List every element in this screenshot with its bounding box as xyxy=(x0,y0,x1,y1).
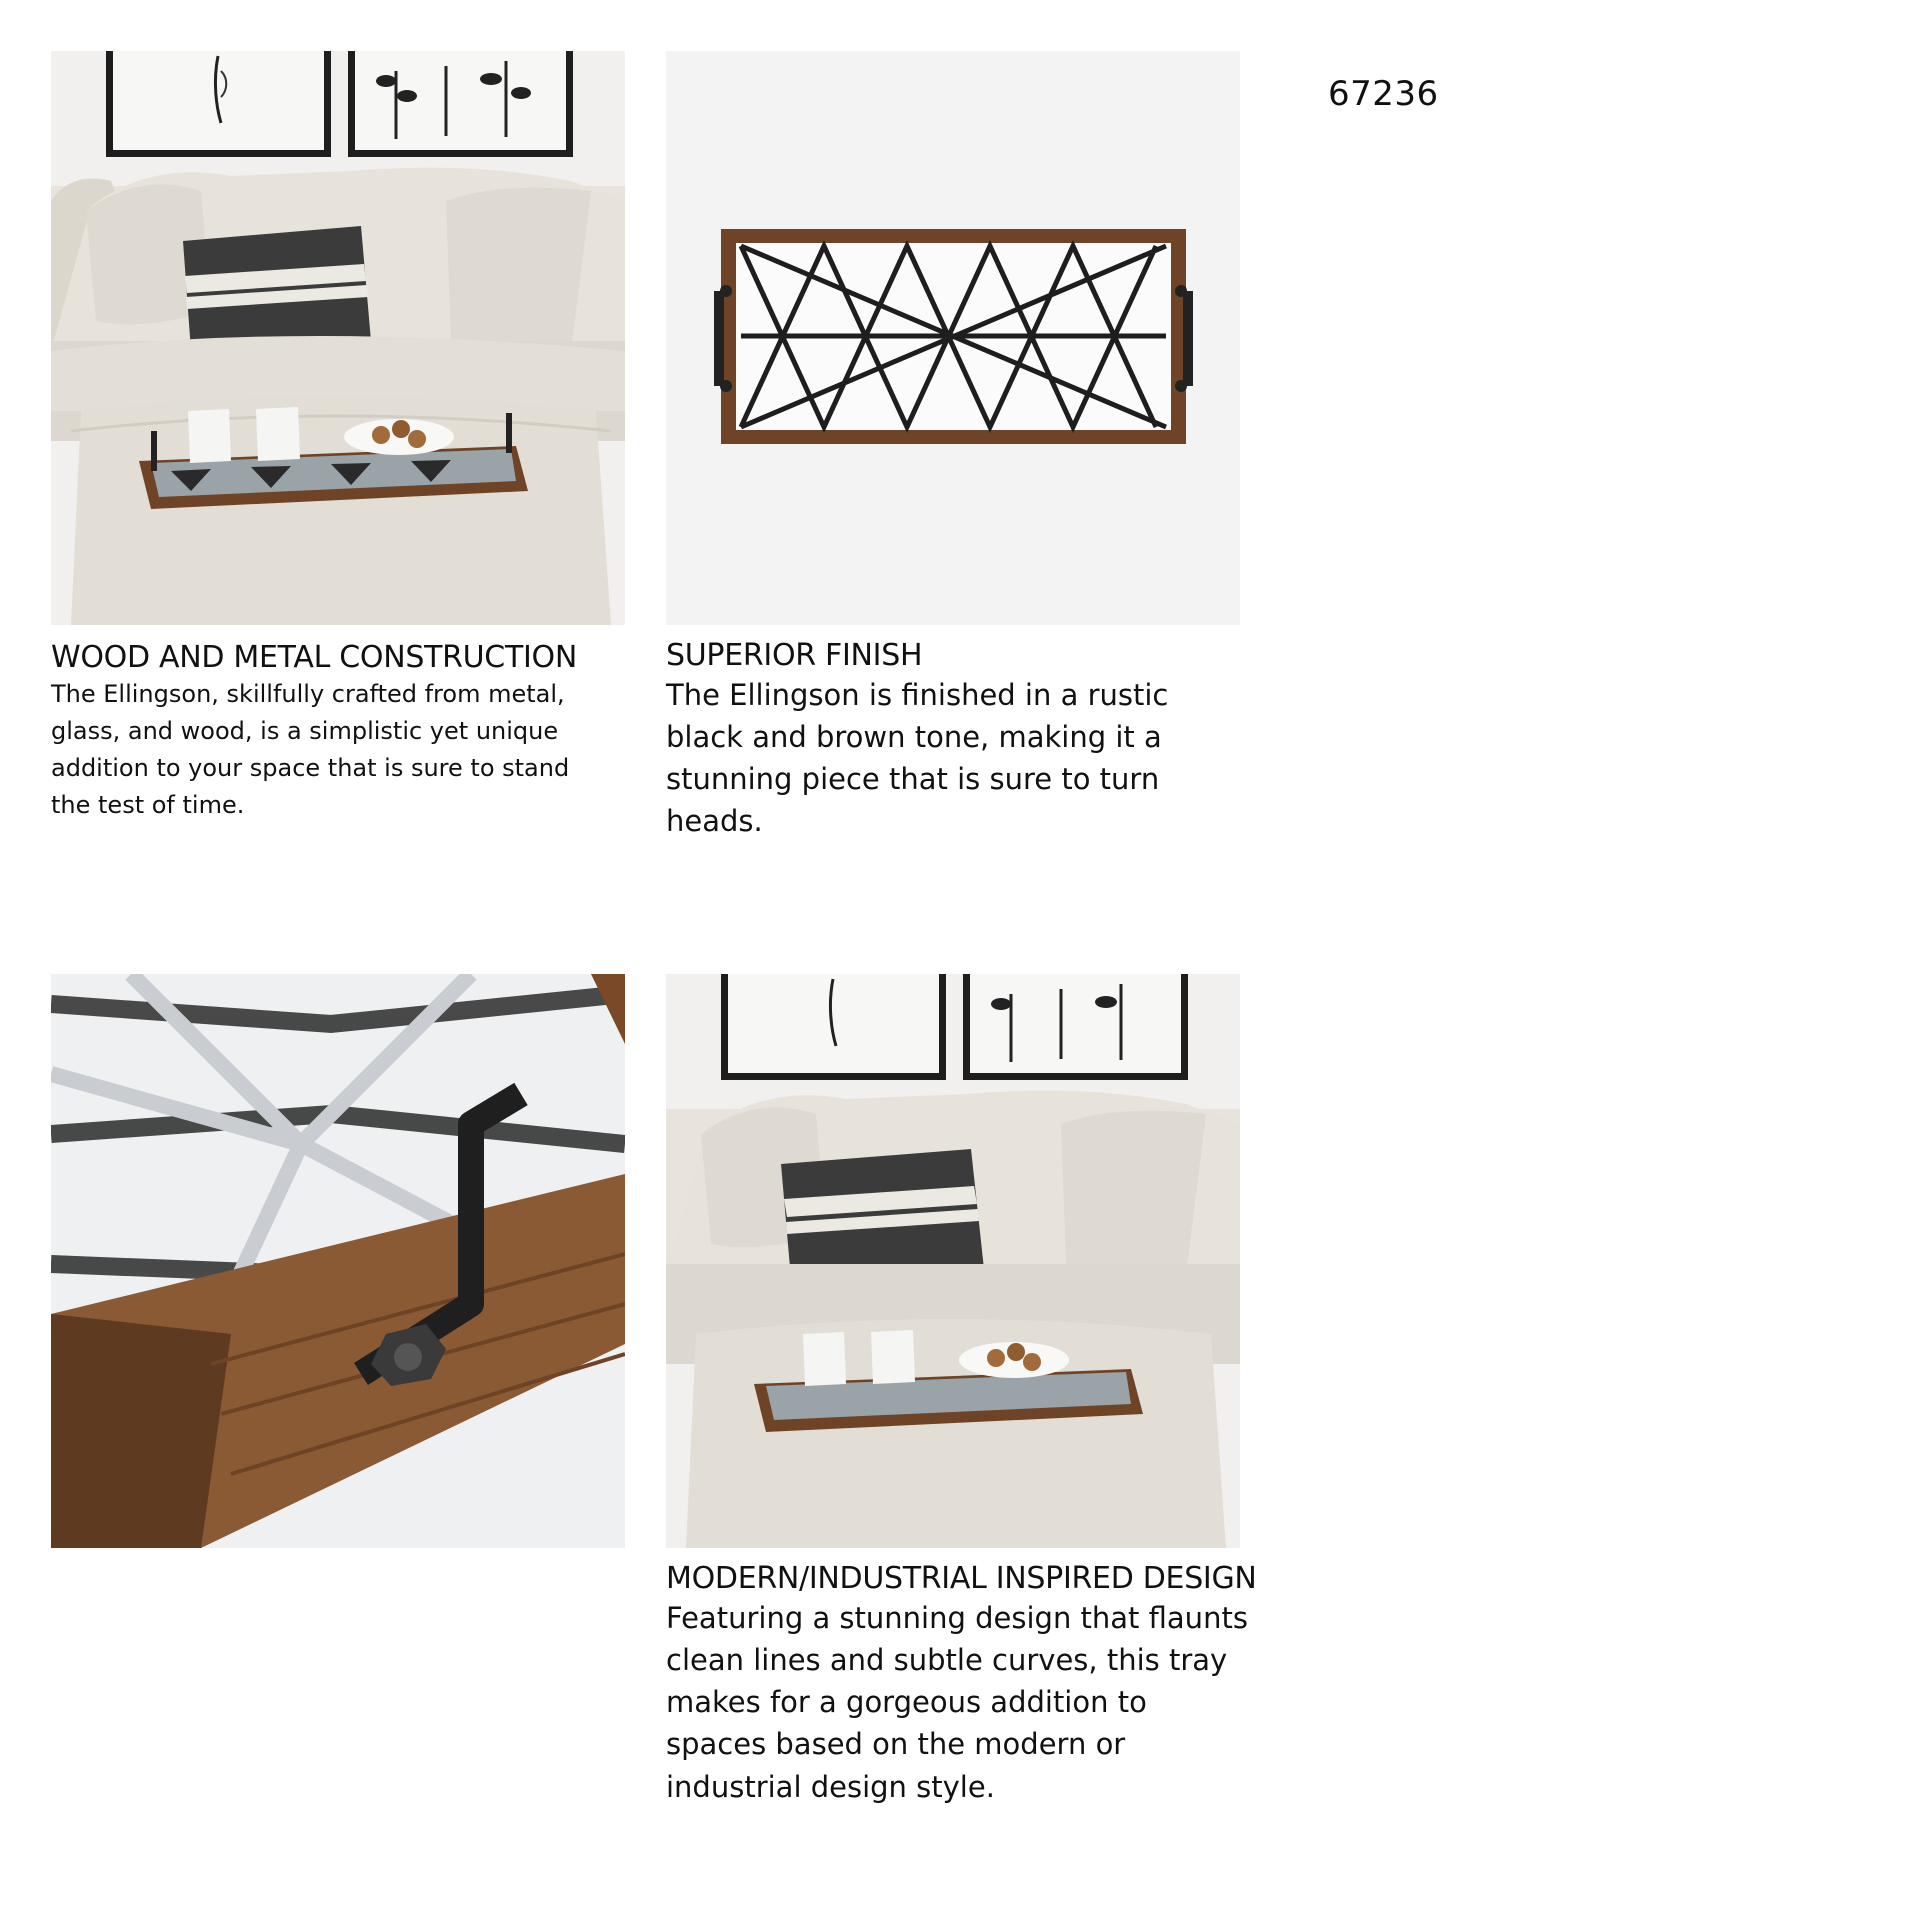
tray-top-view-photo xyxy=(666,51,1240,625)
feature-superior-finish xyxy=(666,639,1266,843)
feature-modern-industrial xyxy=(666,1562,1366,1808)
product-sku: 67236 xyxy=(1328,74,1439,114)
feature-heading: WOOD AND METAL CONSTRUCTION xyxy=(51,640,577,675)
sofa-scene-photo-2 xyxy=(666,974,1240,1548)
feature-heading: SUPERIOR FINISH xyxy=(666,638,923,673)
feature-body: The Ellingson is finished in a rustic black and brown tone, making it a stunning piece that is sure to turn heads. xyxy=(666,677,1169,839)
sofa-scene-photo-1 xyxy=(51,51,625,625)
feature-body: Featuring a stunning design that flaunts clean lines and subtle curves, this tray makes for a gorgeous addition to spaces based on the modern or industrial design style. xyxy=(666,1600,1248,1804)
feature-heading: MODERN/INDUSTRIAL INSPIRED DESIGN xyxy=(666,1561,1257,1596)
handle-closeup-photo xyxy=(51,974,625,1548)
feature-body: The Ellingson, skillfully crafted from metal, glass, and wood, is a simplistic yet unique addition to your space that is sure to stand the test of time. xyxy=(51,679,570,820)
feature-wood-metal xyxy=(51,641,651,824)
